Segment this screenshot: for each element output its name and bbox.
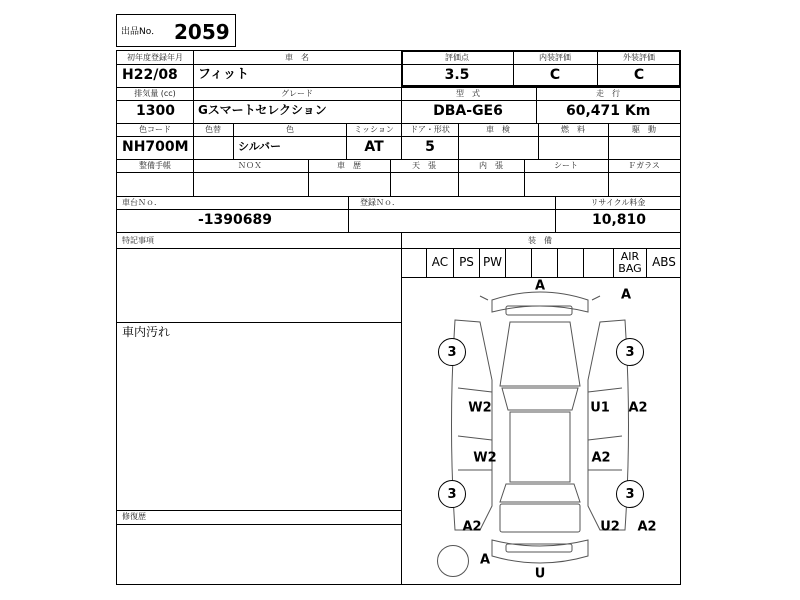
equipment-cell-empty — [401, 248, 426, 277]
label-notes: 特記事項 — [122, 236, 154, 245]
tire-front-right: 3 — [616, 338, 644, 366]
mark-rear-bumper: U — [534, 566, 546, 582]
label-manual: 整備手帳 — [139, 161, 171, 170]
value-color: シルバー — [238, 140, 281, 153]
mark-right-front-door: U1 — [590, 400, 610, 416]
value-year: H22/08 — [122, 67, 178, 83]
value-car-name: フィット — [198, 67, 249, 82]
label-repair: 修復歴 — [122, 512, 146, 521]
label-score: 評価点 — [445, 53, 469, 62]
listing-number-label: 出品No． — [121, 27, 161, 37]
label-fuel: 燃 料 — [561, 125, 585, 134]
notes-text: 車内汚れ — [122, 325, 171, 339]
value-door-shape: 5 — [425, 139, 435, 155]
label-car-name: 車 名 — [285, 53, 309, 62]
value-displacement: 1300 — [136, 103, 175, 119]
label-equipment: 装 備 — [528, 236, 552, 245]
tire-rear-right: 3 — [616, 480, 644, 508]
label-seat: シート — [554, 161, 578, 170]
mark-right-front-fender: A2 — [628, 400, 648, 416]
value-exterior-grade: C — [633, 67, 645, 83]
mark-left-front-door: W2 — [468, 400, 492, 416]
mark-left-rear-door: W2 — [473, 450, 497, 466]
mark-left-rear-quarter: A2 — [462, 519, 482, 535]
value-chassis-no: -1390689 — [198, 212, 272, 228]
value-model: DBA-GE6 — [433, 103, 503, 119]
value-recycle-fee: 10,810 — [592, 212, 647, 228]
label-inspection: 車 検 — [486, 125, 510, 134]
label-color-code: 色コード — [139, 125, 171, 134]
label-interior-grade: 内装評価 — [539, 53, 571, 62]
value-mileage: 60,471 Km — [566, 103, 651, 119]
equipment-airbag: AIR BAG — [613, 248, 646, 277]
label-reg-no: 登録Ｎｏ． — [360, 198, 400, 207]
listing-number: 2059 — [174, 20, 230, 44]
equipment-cell-empty — [531, 248, 557, 277]
label-grade: グレード — [281, 89, 313, 98]
mark-right-rear-door: A2 — [591, 450, 611, 466]
car-diagram — [402, 278, 680, 584]
mark-rear-bumper-left: A — [479, 552, 491, 568]
value-mission: AT — [364, 139, 384, 155]
tire-rear-left: 3 — [438, 480, 466, 508]
label-interior: 内 張 — [479, 161, 503, 170]
label-color-change: 色替 — [205, 125, 221, 134]
label-chassis-no: 車台Ｎｏ． — [122, 198, 162, 207]
label-drive: 駆 動 — [632, 125, 656, 134]
equipment-ps: PS — [453, 248, 479, 277]
label-model: 型 式 — [456, 89, 480, 98]
equipment-pw: PW — [479, 248, 505, 277]
label-mileage: 走 行 — [596, 89, 620, 98]
label-exterior-grade: 外装評価 — [623, 53, 655, 62]
label-color: 色 — [286, 125, 294, 134]
label-nox: ＮＯＸ — [238, 161, 262, 170]
equipment-ac: AC — [426, 248, 453, 277]
label-glass: Ｆガラス — [628, 161, 660, 170]
value-interior-grade: C — [549, 67, 561, 83]
equipment-abs: ABS — [646, 248, 681, 277]
equipment-cell-empty — [505, 248, 531, 277]
value-score: 3.5 — [444, 67, 470, 83]
label-recycle-fee: リサイクル料金 — [590, 198, 646, 207]
tire-front-left: 3 — [438, 338, 466, 366]
mark-right-rear-quarter: A2 — [637, 519, 657, 535]
label-door-shape: ドア・形状 — [410, 125, 450, 134]
mark-right-rear-quarter-inner: U2 — [600, 519, 620, 535]
label-history: 車 歴 — [337, 161, 361, 170]
mark-hood: A — [620, 287, 632, 303]
equipment-cell-empty — [557, 248, 583, 277]
label-mission: ミッション — [354, 125, 394, 134]
equipment-cell-empty — [583, 248, 613, 277]
value-grade: Gスマートセレクション — [198, 103, 327, 117]
label-ceiling: 天 張 — [412, 161, 436, 170]
spare-tire-icon — [437, 545, 469, 577]
label-year: 初年度登録年月 — [127, 53, 183, 62]
label-displacement: 排気量 (cc) — [134, 89, 176, 98]
value-color-code: NH700M — [122, 139, 189, 155]
mark-front-bumper: A — [534, 278, 546, 294]
listing-number-box — [116, 14, 236, 47]
